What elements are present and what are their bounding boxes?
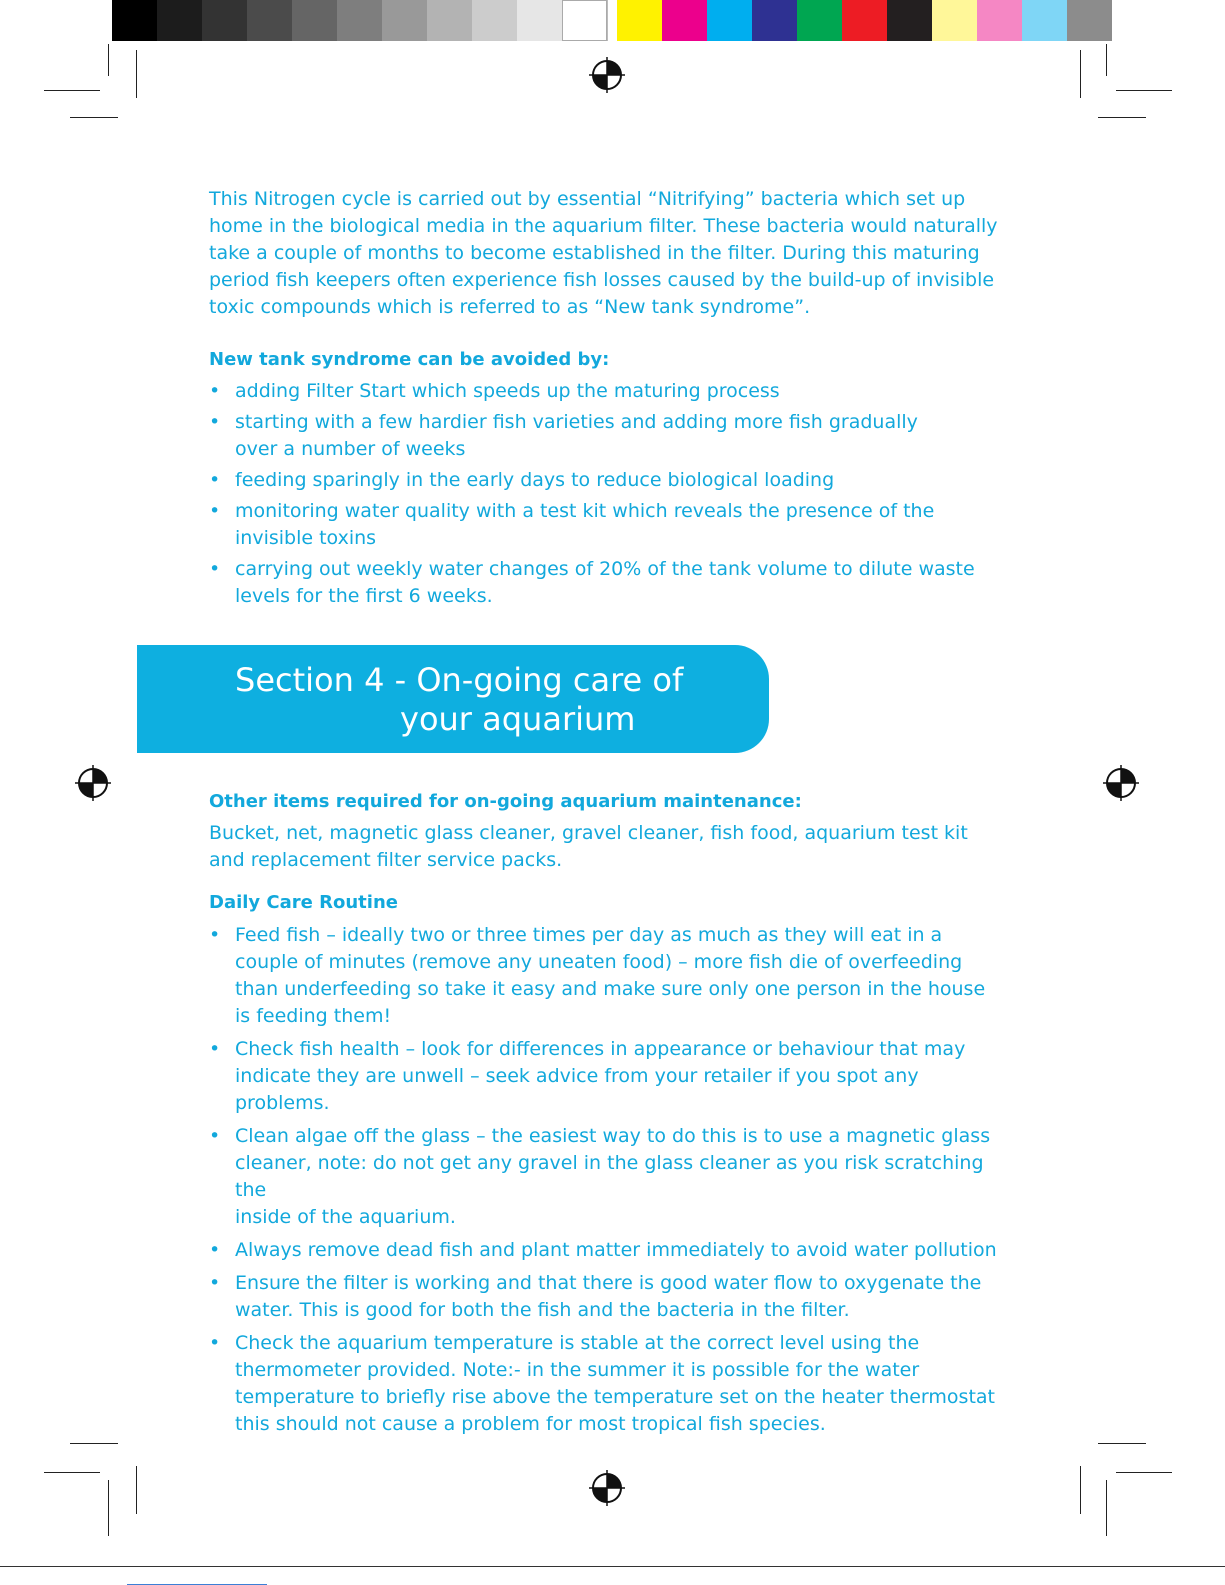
- section-title-line-2: your aquarium: [400, 700, 636, 738]
- bullet-icon: •: [209, 380, 221, 402]
- color-swatch: [157, 0, 202, 41]
- bullet-icon: •: [209, 1332, 221, 1354]
- new-tank-section: [209, 348, 1019, 610]
- color-swatch: [202, 0, 247, 41]
- intro-line: toxic compounds which is referred to as “New tank syndrome”.: [209, 296, 811, 318]
- list-item-line: starting with a few hardier fish varieties and adding more fish gradually: [235, 411, 918, 433]
- daily-care-heading: Daily Care Routine: [209, 892, 398, 913]
- color-swatch: [517, 0, 562, 41]
- other-items-section: [209, 790, 1019, 874]
- list-item: [209, 498, 1019, 552]
- registration-mark-icon: [589, 1470, 625, 1506]
- daily-care-list: [209, 922, 1019, 1438]
- list-item-line: Feed fish – ideally two or three times per day as much as they will eat in a: [235, 924, 943, 946]
- color-swatch: [247, 0, 292, 41]
- intro-line: home in the biological media in the aquarium filter. These bacteria would naturally: [209, 215, 998, 237]
- color-swatch: [1067, 0, 1112, 41]
- intro-paragraph: [209, 186, 1019, 321]
- color-swatch: [707, 0, 752, 41]
- other-items-line: and replacement filter service packs.: [209, 849, 563, 871]
- list-item: [209, 378, 1019, 405]
- color-swatch: [292, 0, 337, 41]
- color-swatch: [337, 0, 382, 41]
- intro-line: period fish keepers often experience fish losses caused by the build-up of invisible: [209, 269, 995, 291]
- color-swatch: [112, 0, 157, 41]
- intro-line: This Nitrogen cycle is carried out by essential “Nitrifying” bacteria which set up: [209, 188, 966, 210]
- bullet-icon: •: [209, 500, 221, 522]
- list-item: [209, 556, 1019, 610]
- list-item-line: water. This is good for both the fish and the bacteria in the filter.: [235, 1299, 850, 1321]
- other-items-line: Bucket, net, magnetic glass cleaner, gravel cleaner, fish food, aquarium test kit: [209, 822, 968, 844]
- bullet-icon: •: [209, 411, 221, 433]
- list-item-line: is feeding them!: [235, 1005, 392, 1027]
- list-item: [209, 1237, 1019, 1264]
- list-item: [209, 1123, 1019, 1231]
- bullet-icon: •: [209, 1272, 221, 1294]
- color-swatch: [382, 0, 427, 41]
- list-item-line: Check the aquarium temperature is stable at the correct level using the: [235, 1332, 920, 1354]
- registration-mark-icon: [589, 57, 625, 93]
- list-item-line: temperature to briefly rise above the temperature set on the heater thermostat: [235, 1386, 995, 1408]
- bullet-icon: •: [209, 469, 221, 491]
- list-item-line: couple of minutes (remove any uneaten food) – more fish die of overfeeding: [235, 951, 963, 973]
- new-tank-heading: New tank syndrome can be avoided by:: [209, 349, 610, 370]
- daily-care-section: [209, 891, 1019, 1438]
- registration-mark-icon: [1103, 765, 1139, 801]
- list-item-line: Always remove dead fish and plant matter immediately to avoid water pollution: [235, 1239, 997, 1261]
- process-color-bar: [617, 0, 1112, 41]
- list-item-line: adding Filter Start which speeds up the maturing process: [235, 380, 780, 402]
- other-items-heading: Other items required for on-going aquarium maintenance:: [209, 791, 802, 812]
- list-item-line: thermometer provided. Note:- in the summer it is possible for the water: [235, 1359, 920, 1381]
- list-item-line: Clean algae off the glass – the easiest way to do this is to use a magnetic glass: [235, 1125, 991, 1147]
- bullet-icon: •: [209, 1239, 221, 1261]
- new-tank-list: [209, 378, 1019, 610]
- registration-mark-icon: [75, 765, 111, 801]
- list-item-line: than underfeeding so take it easy and make sure only one person in the house: [235, 978, 986, 1000]
- color-swatch: [662, 0, 707, 41]
- list-item-line: invisible toxins: [235, 527, 377, 549]
- intro-line: take a couple of months to become established in the filter. During this maturing: [209, 242, 980, 264]
- color-swatch: [617, 0, 662, 41]
- list-item-line: Check fish health – look for differences in appearance or behaviour that may: [235, 1038, 966, 1060]
- color-swatch: [427, 0, 472, 41]
- list-item: [209, 1036, 1019, 1117]
- list-item: [209, 922, 1019, 1030]
- list-item-line: this should not cause a problem for most tropical fish species.: [235, 1413, 826, 1435]
- trim-line: [0, 1566, 1225, 1567]
- color-swatch: [977, 0, 1022, 41]
- color-swatch: [562, 0, 607, 41]
- color-swatch: [797, 0, 842, 41]
- bullet-icon: •: [209, 1125, 221, 1147]
- bullet-icon: •: [209, 924, 221, 946]
- color-swatch: [842, 0, 887, 41]
- grayscale-color-bar: [112, 0, 608, 41]
- list-item-line: inside of the aquarium.: [235, 1206, 456, 1228]
- bullet-icon: •: [209, 1038, 221, 1060]
- color-swatch: [887, 0, 932, 41]
- list-item-line: indicate they are unwell – seek advice from your retailer if you spot any problems.: [235, 1065, 919, 1114]
- color-swatch: [472, 0, 517, 41]
- list-item: [209, 1270, 1019, 1324]
- list-item: [209, 467, 1019, 494]
- color-swatch: [1022, 0, 1067, 41]
- section-title-line-1: Section 4 - On-going care of: [235, 661, 684, 699]
- list-item: [209, 1330, 1019, 1438]
- list-item-line: carrying out weekly water changes of 20% of the tank volume to dilute waste: [235, 558, 975, 580]
- list-item: [209, 409, 1019, 463]
- list-item-line: feeding sparingly in the early days to reduce biological loading: [235, 469, 835, 491]
- list-item-line: over a number of weeks: [235, 438, 466, 460]
- list-item-line: levels for the first 6 weeks.: [235, 585, 493, 607]
- section-banner: [137, 645, 769, 753]
- color-swatch: [932, 0, 977, 41]
- list-item-line: monitoring water quality with a test kit which reveals the presence of the: [235, 500, 935, 522]
- list-item-line: cleaner, note: do not get any gravel in the glass cleaner as you risk scratching the: [235, 1152, 984, 1201]
- list-item-line: Ensure the filter is working and that there is good water flow to oxygenate the: [235, 1272, 982, 1294]
- color-swatch: [752, 0, 797, 41]
- bullet-icon: •: [209, 558, 221, 580]
